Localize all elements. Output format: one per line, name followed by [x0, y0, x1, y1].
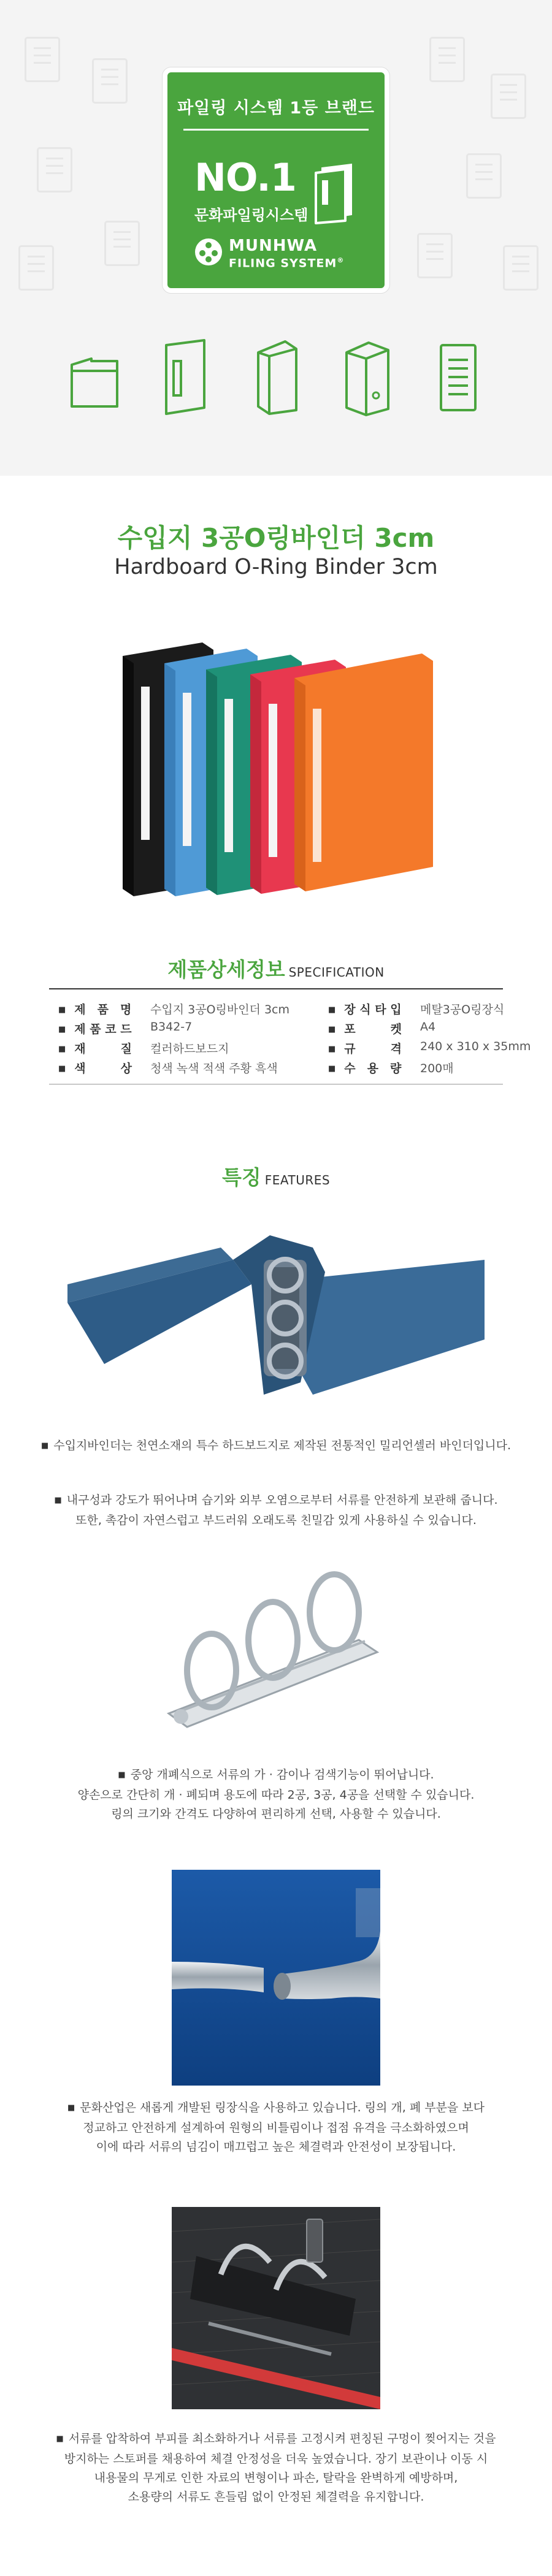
spec-label: ■ 장 식 타 입 — [328, 1000, 420, 1017]
specification-heading — [0, 954, 552, 983]
background-doc-icon — [104, 221, 140, 266]
spec-row — [58, 1059, 278, 1076]
background-doc-icon — [466, 153, 502, 199]
spec-value: B342-7 — [150, 1020, 193, 1034]
ring-joint-closeup-photo — [172, 1870, 380, 2086]
feature-text: 수입지바인더는 천연소재의 특수 하드보드지로 제작된 전통적인 밀리언셀러 바인더입니다. — [53, 1439, 512, 1452]
feature-description — [0, 2429, 552, 2507]
document-icon — [430, 334, 485, 420]
spec-row — [328, 1020, 435, 1037]
features-heading — [0, 1162, 552, 1191]
spec-label: ■ 색 상 — [58, 1059, 150, 1076]
background-doc-icon — [18, 245, 54, 291]
product-title-korean: 수입지 3공O링바인더 3cm — [117, 523, 435, 553]
feature-line: 링의 크기와 간격도 다양하여 편리하게 선택, 사용할 수 있습니다. — [111, 1807, 441, 1821]
bullet-icon: ■ — [118, 1770, 126, 1780]
binder-icon — [313, 163, 360, 224]
spec-label: ■ 규 격 — [328, 1040, 420, 1056]
spec-row — [58, 1000, 289, 1017]
binder-icon — [158, 334, 213, 420]
background-doc-icon — [503, 245, 539, 291]
feature-line: 양손으로 간단히 개 · 폐되며 용도에 따라 2공, 3공, 4공을 선택할 수 있습니다. — [77, 1788, 475, 1802]
feature-line: 또한, 촉감이 자연스럽고 부드러워 오래도록 친밀감 있게 사용하실 수 있습니다. — [75, 1514, 477, 1527]
feature-description — [0, 1436, 552, 1457]
spec-title-korean: 제품상세정보 — [167, 958, 285, 981]
ring-mechanism-photo — [156, 1566, 396, 1750]
features-title-english: FEATURES — [264, 1173, 331, 1187]
spec-label: ■ 수 용 량 — [328, 1059, 420, 1076]
registered-mark: ® — [337, 256, 345, 264]
feature-text: 서류를 압착하여 부피를 최소화하거나 서류를 고정시켜 편칭된 구멍이 찢어지는 것을 — [68, 2432, 496, 2445]
badge-divider — [183, 129, 369, 131]
archive-box-icon — [339, 334, 394, 420]
open-binder-photo — [67, 1211, 485, 1419]
feature-description — [0, 2098, 552, 2157]
feature-line: 방지하는 스토퍼를 채용하여 체결 안정성을 더욱 높였습니다. 장기 보관이나 이동 시 — [64, 2452, 488, 2466]
bullet-icon: ■ — [67, 2103, 75, 2113]
spec-label: ■ 제 품 코 드 — [58, 1020, 150, 1037]
background-doc-icon — [417, 233, 453, 278]
spec-label: ■ 재 질 — [58, 1040, 150, 1056]
feature-description — [0, 1491, 552, 1530]
logo-wordmark-line2 — [229, 256, 344, 270]
bullet-icon: ■ — [56, 2434, 64, 2444]
background-doc-icon — [25, 37, 60, 82]
feature-line — [0, 1491, 552, 1511]
spec-value: A4 — [420, 1020, 436, 1034]
spec-row — [58, 1040, 229, 1056]
munhwa-logo-icon — [194, 238, 223, 266]
background-doc-icon — [92, 58, 128, 104]
feature-line — [0, 2098, 552, 2119]
stopper-closeup-photo — [172, 2207, 380, 2409]
spec-value: 240 x 310 x 35mm — [420, 1040, 531, 1053]
features-title-korean: 특징 — [221, 1165, 261, 1189]
spec-value: 200매 — [420, 1062, 454, 1075]
spec-value: 메탈3공O링장식 — [420, 1003, 505, 1016]
bullet-icon: ■ — [40, 1441, 49, 1450]
brand-headline: NO.1 — [194, 155, 296, 200]
spec-row — [328, 1040, 531, 1056]
brand-hero — [0, 0, 552, 476]
bullet-icon: ■ — [54, 1496, 62, 1505]
spec-label: ■ 제 품 명 — [58, 1000, 150, 1017]
feature-line: 내용물의 무게로 인한 자료의 변형이나 파손, 탈락을 완벽하게 예방하며, — [94, 2471, 458, 2485]
spec-row — [328, 1059, 454, 1076]
feature-line: 이에 따라 서류의 넘김이 매끄럽고 높은 체결력과 안전성이 보장됩니다. — [96, 2140, 456, 2154]
product-title-english: Hardboard O-Ring Binder 3cm — [114, 555, 438, 579]
product-category-icons — [0, 334, 552, 426]
spec-value: 컬러하드보드지 — [150, 1042, 229, 1056]
logo-wordmark-text: FILING SYSTEM — [229, 256, 337, 270]
spec-value: 청색 녹색 적색 주황 흑색 — [150, 1062, 278, 1075]
background-doc-icon — [429, 37, 465, 82]
logo-wordmark-line1: MUNHWA — [229, 237, 318, 255]
spec-row — [328, 1000, 504, 1017]
spec-value: 수입지 3공O링바인더 3cm — [150, 1003, 289, 1016]
file-box-icon — [248, 334, 304, 420]
spec-label: ■ 포 켓 — [328, 1020, 420, 1037]
folder-icon — [67, 334, 122, 420]
feature-text: 내구성과 강도가 뛰어나며 습기와 외부 오염으로부터 서류를 안전하게 보관해 줍니다. — [66, 1493, 498, 1507]
background-doc-icon — [37, 147, 72, 192]
brand-badge — [163, 67, 389, 293]
spec-title-english: SPECIFICATION — [288, 965, 385, 980]
feature-line: 정교하고 안전하게 설계하여 원형의 비틀림이나 접점 유격을 극소화하였으며 — [83, 2121, 469, 2135]
feature-description — [0, 1766, 552, 1824]
binder-lineup-photo — [110, 619, 442, 907]
feature-line — [0, 1766, 552, 1786]
brand-tagline: 파일링 시스템 1등 브랜드 — [177, 99, 375, 118]
feature-text: 중앙 개폐식으로 서류의 가 · 감이나 검색기능이 뛰어납니다. — [130, 1768, 434, 1781]
orange-binder — [294, 654, 433, 891]
spec-top-rule — [49, 988, 503, 989]
feature-line: 소용량의 서류도 흔들림 없이 안정된 체결력을 유지합니다. — [128, 2490, 424, 2504]
background-doc-icon — [491, 74, 526, 119]
feature-line — [0, 2429, 552, 2450]
feature-line — [0, 1436, 552, 1457]
brand-subtitle: 문화파일링시스템 — [194, 207, 309, 224]
feature-text: 문화산업은 새롭게 개발된 링장식을 사용하고 있습니다. 링의 개, 폐 부분을 보다 — [80, 2101, 485, 2114]
spec-row — [58, 1020, 192, 1037]
